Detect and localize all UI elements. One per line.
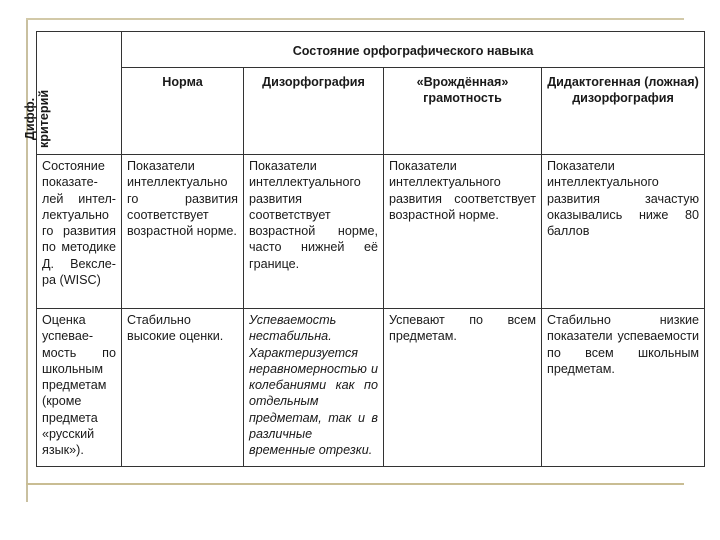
table-row <box>37 309 705 467</box>
comparison-table <box>23 31 705 467</box>
column-header-innate-literacy: «Врождённая» грамотность <box>384 68 542 155</box>
table-cell: Показатели интеллектуально го развития соответствует возрастной норме. <box>122 155 244 309</box>
table-title: Состояние орфографического навыка <box>122 32 705 68</box>
decorative-bottom-rule <box>26 483 684 485</box>
table-cell: Успеваемость нестабильна. Характеризуется неравномерностью и колебаниями как по отдельным предметам, так и в различные временные отрезки. <box>244 309 384 467</box>
decorative-top-rule <box>26 18 684 20</box>
table-cell: Стабильно высокие оценки. <box>122 309 244 467</box>
column-header-didactogenic: Дидактогенная (ложная) дизорфография <box>542 68 705 155</box>
table-cell: Успевают по всем предметам. <box>384 309 542 467</box>
row-criterion-cell: Состояние показате-лей интел-лектуально го развития по методике Д. Вексле-ра (WISC) <box>37 155 122 309</box>
criterion-header-label: Дифф. критерий <box>23 89 51 148</box>
column-header-dysorthography: Дизорфография <box>244 68 384 155</box>
table-row <box>37 155 705 309</box>
table-cell: Показатели интеллектуального развития соответствует возрастной норме, часто нижней её границе. <box>244 155 384 309</box>
corner-header-cell <box>23 32 122 155</box>
table-cell: Показатели интеллектуального развития зачастую оказывались ниже 80 баллов <box>542 155 705 309</box>
table-cell: Стабильно низкие показатели успеваемости по всем школьным предметам. <box>542 309 705 467</box>
column-header-norm: Норма <box>122 68 244 155</box>
table-cell: Показатели интеллектуального развития соответствует возрастной норме. <box>384 155 542 309</box>
row-criterion-cell: Оценка успевае-мость по школьным предметам (кроме предмета «русский язык»). <box>37 309 122 467</box>
